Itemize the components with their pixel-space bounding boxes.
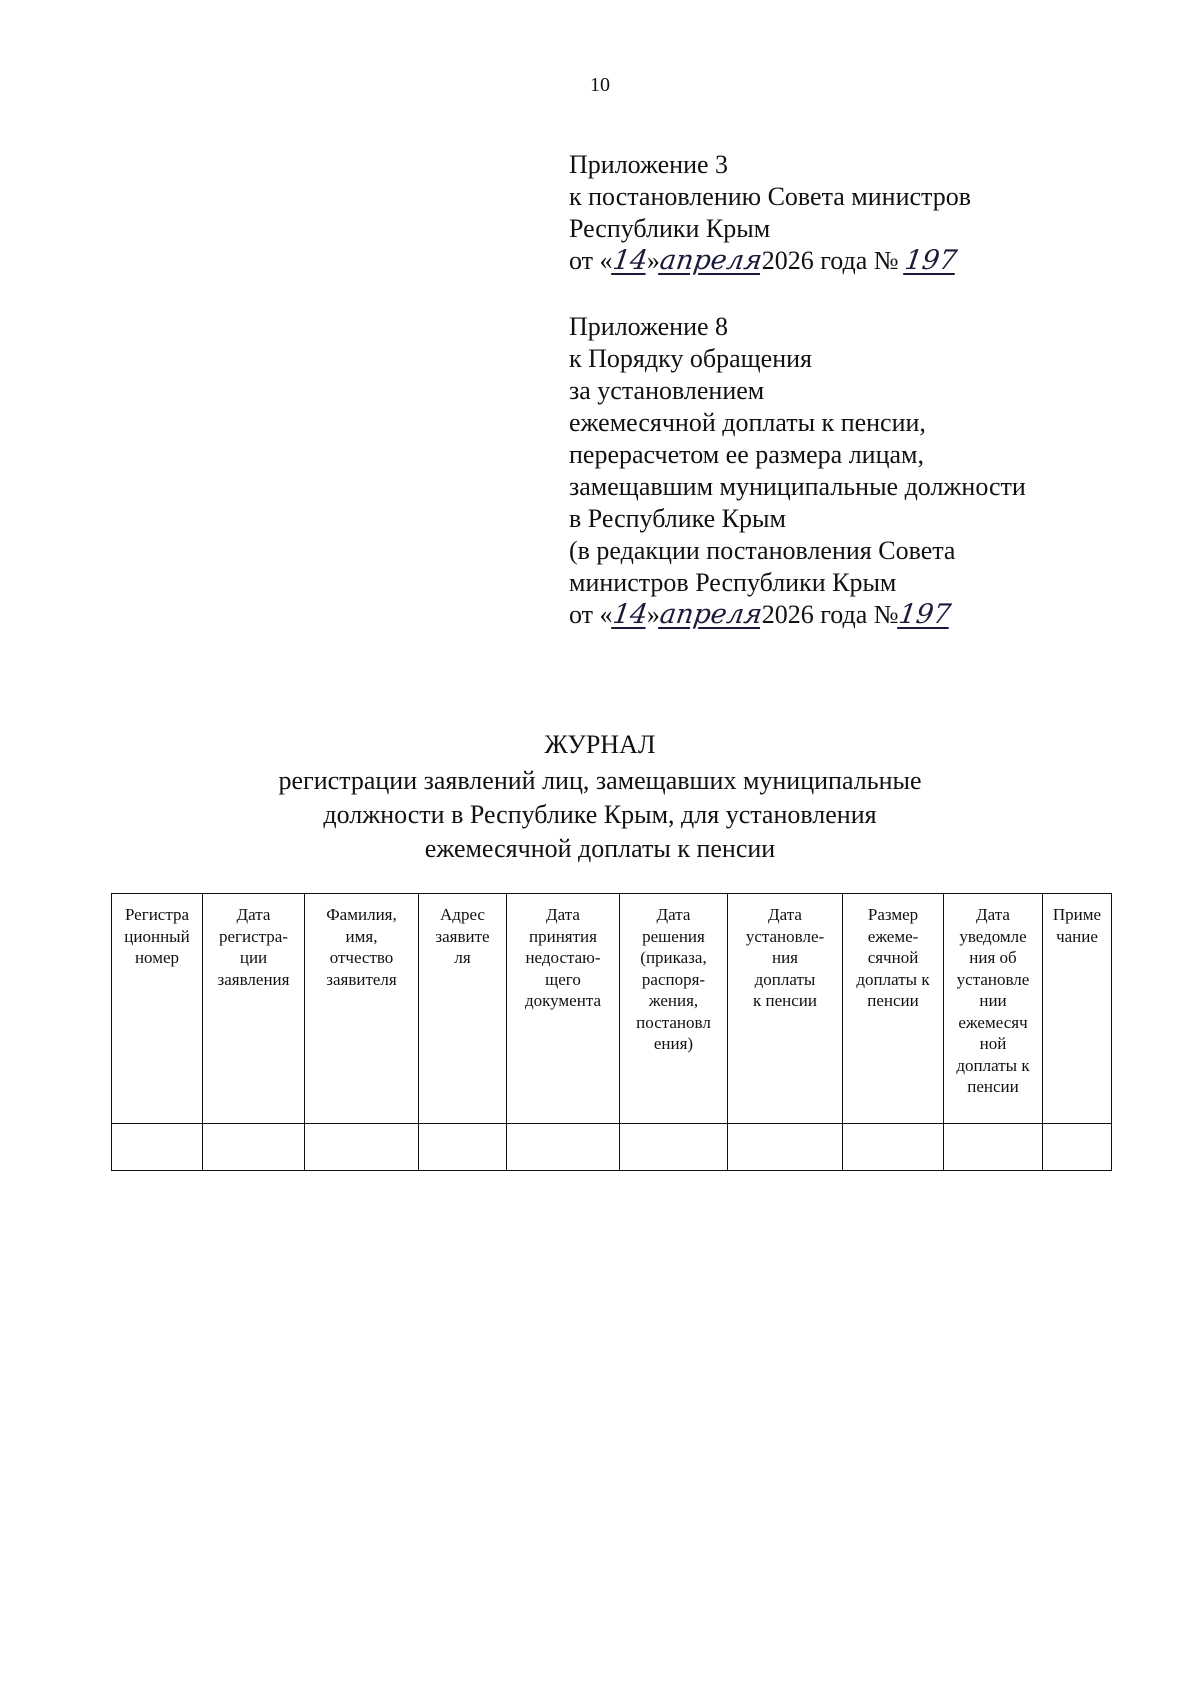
annex-line: в Республике Крым xyxy=(569,504,786,533)
annex-line: замещавшим муниципальные должности xyxy=(569,472,1026,501)
header-line: сячной xyxy=(867,948,919,967)
header-line: решения xyxy=(642,926,705,946)
header-line: Дата xyxy=(656,905,691,924)
header-line: заявителя xyxy=(326,969,397,989)
header-line: распоря- xyxy=(641,969,706,989)
table-cell xyxy=(1043,1124,1112,1171)
table-cell xyxy=(419,1124,507,1171)
header-line: ной xyxy=(979,1034,1007,1053)
table-cell xyxy=(507,1124,620,1171)
handwritten-month: апреля xyxy=(657,245,764,276)
header-line: Размер xyxy=(867,905,919,924)
column-header-applicant-name xyxy=(305,894,419,1124)
subtitle-line: регистрации заявлений лиц, замещавших муниципальные xyxy=(278,766,922,795)
handwritten-number: 197 xyxy=(896,599,953,630)
header-line: ежеме- xyxy=(867,926,919,946)
header-line: Приме xyxy=(1052,905,1102,924)
header-line: Дата xyxy=(976,905,1010,924)
header-line: постановл xyxy=(636,1012,711,1032)
annex-line: за установлением xyxy=(569,376,765,405)
table-cell xyxy=(203,1124,305,1171)
handwritten-month: апреля xyxy=(657,599,764,630)
header-line: установле- xyxy=(745,926,825,946)
header-line: ния об xyxy=(969,948,1017,967)
table-cell xyxy=(112,1124,203,1171)
annex-line: министров Республики Крым xyxy=(569,568,897,597)
header-line: доплаты к xyxy=(856,969,930,989)
header-line: Адрес xyxy=(440,905,485,924)
header-line: доплаты к xyxy=(956,1055,1030,1075)
journal-title: ЖУРНАЛ xyxy=(544,730,656,759)
annex-line: Республики Крым xyxy=(569,214,771,243)
header-line: доплаты xyxy=(754,969,816,989)
header-line: чание xyxy=(1056,926,1098,946)
table-cell xyxy=(843,1124,944,1171)
header-line: ежемесяч xyxy=(958,1012,1028,1032)
date-prefix: от « xyxy=(569,600,613,629)
header-line: пенсии xyxy=(967,1077,1019,1096)
year-text: 2026 года № xyxy=(761,246,899,275)
subtitle-line: ежемесячной доплаты к пенсии xyxy=(424,834,776,863)
annex-line: перерасчетом ее размера лицам, xyxy=(569,440,924,469)
header-line: ля xyxy=(454,948,471,967)
table-cell xyxy=(944,1124,1043,1171)
handwritten-day: 14 xyxy=(610,599,650,630)
header-line: установле xyxy=(956,969,1030,989)
annex-line: Приложение 8 xyxy=(569,312,729,341)
column-header-establishment-date xyxy=(728,894,843,1124)
header-line: щего xyxy=(545,969,581,989)
handwritten-day: 14 xyxy=(610,245,650,276)
header-line: Дата xyxy=(546,905,580,924)
quote-close: » xyxy=(646,246,660,275)
annex-line: ежемесячной доплаты к пенсии, xyxy=(569,408,926,437)
annex-line: к постановлению Совета министров xyxy=(569,182,971,211)
annex-3-header xyxy=(569,149,971,277)
annex-date-line xyxy=(569,599,1026,631)
header-line: недостаю- xyxy=(525,948,601,967)
annex-8-header xyxy=(569,311,1026,631)
header-line: ения) xyxy=(653,1034,694,1053)
page-number: 10 xyxy=(590,74,610,96)
date-prefix: от « xyxy=(569,246,613,275)
header-line: уведомле xyxy=(959,926,1027,946)
column-header-decision-date xyxy=(620,894,728,1124)
annex-line: к Порядку обращения xyxy=(569,344,812,373)
journal-subtitle xyxy=(0,764,1200,866)
annex-line: Приложение 3 xyxy=(569,150,729,179)
header-line: ционный xyxy=(124,926,190,946)
column-header-registration-number xyxy=(112,894,203,1124)
header-line: жения, xyxy=(648,991,699,1010)
column-header-missing-document-date xyxy=(507,894,620,1124)
column-header-registration-date xyxy=(203,894,305,1124)
table-cell xyxy=(620,1124,728,1171)
header-line: пенсии xyxy=(867,991,919,1010)
header-line: (приказа, xyxy=(640,948,707,967)
register-table xyxy=(111,893,1112,1171)
annex-line: (в редакции постановления Совета xyxy=(569,536,956,565)
header-line: к пенсии xyxy=(753,991,817,1010)
header-line: ции xyxy=(239,948,268,967)
header-line: номер xyxy=(134,948,180,967)
table-cell xyxy=(728,1124,843,1171)
header-line: Регистра xyxy=(124,905,190,924)
quote-close: » xyxy=(646,600,660,629)
header-line: заявите xyxy=(435,926,490,946)
header-line: Дата xyxy=(236,905,271,924)
header-line: ния xyxy=(771,948,798,967)
table-row xyxy=(112,1124,1112,1171)
handwritten-number: 197 xyxy=(902,245,959,276)
column-header-applicant-address xyxy=(419,894,507,1124)
header-line: отчество xyxy=(329,948,394,967)
header-line: документа xyxy=(524,991,602,1010)
header-line: регистра- xyxy=(218,926,288,946)
header-line: имя, xyxy=(345,926,378,946)
table-cell xyxy=(305,1124,419,1171)
column-header-note xyxy=(1043,894,1112,1124)
subtitle-line: должности в Республике Крым, для установления xyxy=(323,800,877,829)
header-line: Дата xyxy=(768,905,802,924)
column-header-notification-date xyxy=(944,894,1043,1124)
header-line: Фамилия, xyxy=(326,905,397,924)
column-header-supplement-amount xyxy=(843,894,944,1124)
table-header-row xyxy=(112,894,1112,1124)
annex-date-line xyxy=(569,245,971,277)
header-line: заявления xyxy=(217,969,290,989)
year-text: 2026 года № xyxy=(761,600,899,629)
header-line: нии xyxy=(979,991,1007,1010)
header-line: принятия xyxy=(529,926,597,946)
